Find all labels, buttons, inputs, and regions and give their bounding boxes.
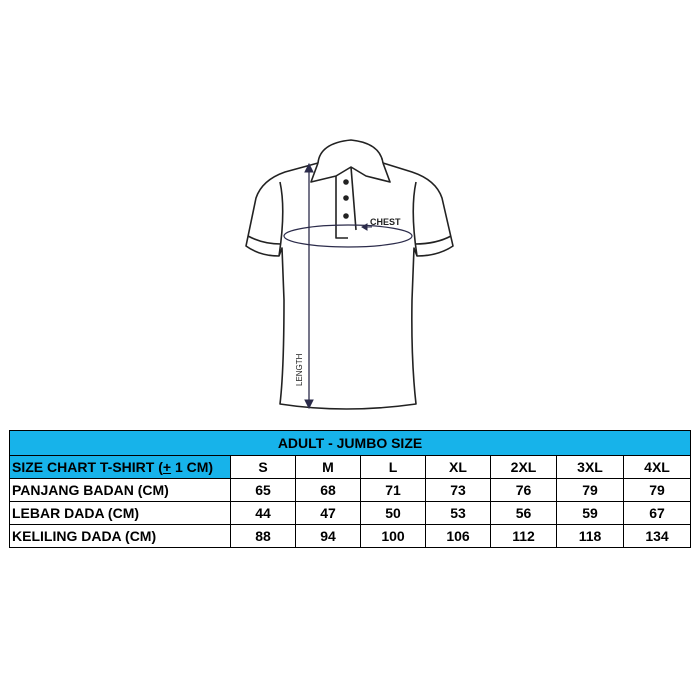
table-cell: 67 [624,502,691,525]
table-title-row [10,431,691,456]
size-header-row [10,456,691,479]
size-header: 2XL [491,456,557,479]
chest-label: CHEST [370,217,401,227]
table-cell: 134 [624,525,691,548]
chest-measure-ellipse [284,225,412,247]
size-header: 3XL [557,456,624,479]
table-cell: 100 [361,525,426,548]
row-label: KELILING DADA (CM) [10,525,231,548]
table-cell: 79 [557,479,624,502]
table-title: ADULT - JUMBO SIZE [10,431,691,456]
table-cell: 106 [426,525,491,548]
table-row [10,502,691,525]
table-row [10,525,691,548]
size-header: L [361,456,426,479]
table-cell: 59 [557,502,624,525]
table-cell: 50 [361,502,426,525]
table-cell: 56 [491,502,557,525]
polo-shirt-outline [246,140,453,409]
placket-buttons [343,179,349,219]
size-header: S [231,456,296,479]
table-cell: 68 [296,479,361,502]
table-cell: 88 [231,525,296,548]
table-cell: 44 [231,502,296,525]
table-cell: 53 [426,502,491,525]
table-row [10,479,691,502]
row-label: PANJANG BADAN (CM) [10,479,231,502]
table-cell: 71 [361,479,426,502]
size-header: 4XL [624,456,691,479]
table-cell: 76 [491,479,557,502]
row-label: LEBAR DADA (CM) [10,502,231,525]
size-header: XL [426,456,491,479]
length-label: LENGTH [295,353,304,386]
header-label: SIZE CHART T-SHIRT (+ 1 CM) [10,456,231,479]
table-cell: 118 [557,525,624,548]
size-chart-table [9,430,691,548]
table-cell: 79 [624,479,691,502]
size-header: M [296,456,361,479]
table-cell: 94 [296,525,361,548]
table-cell: 65 [231,479,296,502]
table-cell: 73 [426,479,491,502]
table-cell: 47 [296,502,361,525]
table-cell: 112 [491,525,557,548]
length-measure-line [305,164,313,408]
